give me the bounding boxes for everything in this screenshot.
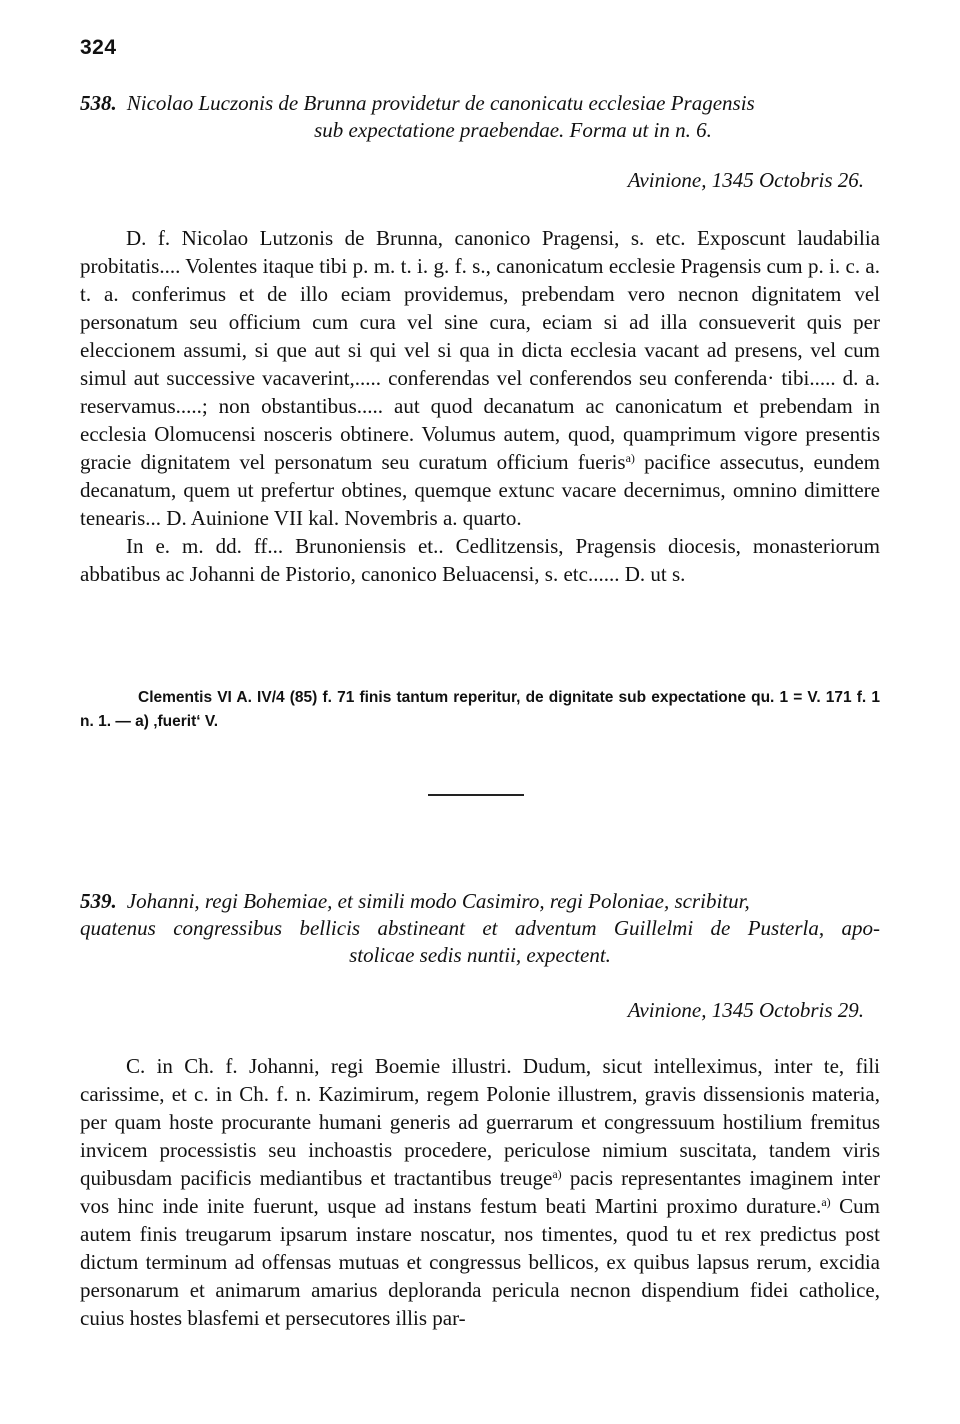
entry-538-paragraph-1 bbox=[80, 224, 880, 532]
entry-539-regest bbox=[80, 888, 880, 969]
entry-538-body bbox=[80, 224, 880, 588]
entry-539-dateline: Avinione, 1345 Octobris 29. bbox=[627, 998, 864, 1022]
entry-538-dateline: Avinione, 1345 Octobris 26. bbox=[627, 168, 864, 192]
entry-538-regest bbox=[80, 90, 880, 144]
entry-539-number: 539. bbox=[80, 889, 117, 913]
entry-539-text-b: pacis representantes imaginem inter vos hinc inde inite fuerunt, usque ad instans festum beati Martini proximo durature. bbox=[80, 1166, 880, 1218]
entry-539-paragraph bbox=[80, 1052, 880, 1332]
footnote-mark: a) bbox=[625, 451, 635, 465]
entry-538-regest-line1: Nicolao Luczonis de Brunna providetur de canonicatu ecclesiae Pragensis bbox=[126, 91, 755, 115]
entry-538-paragraph-2: In e. m. dd. ff... Brunoniensis et.. Cedlitzensis, Pragensis diocesis, monasteriorum abbatibus ac Johanni de Pistorio, canonico Beluacensi, s. etc...... D. ut s. bbox=[80, 534, 880, 586]
entry-538-number: 538. bbox=[80, 91, 117, 115]
entry-538-paragraph-1-text: D. f. Nicolao Lutzonis de Brunna, canonico Pragensi, s. etc. Exposcunt laudabilia probitatis.... Volentes itaque tibi p. m. t. i. g. f. s., canonicatum ecclesie Pragensis cum p. i. c. a. t. a. conferimus et de illo eciam providemus, prebendam vero necnon dignitatem vel personatum seu officium cum cura vel sine cura, eciam si ad illa consueverit quis per eleccionem assumi, si que aut si qui vel si qua in dicta ecclesia vacant ad presens, vel cum simul aut successive vacaverint,..... conferendas vel conferendos seu conferenda· tibi..... d. a. reservamus.....; non obstantibus..... aut quod decanatum ac canonicatum et prebendam in ecclesia Olomucensi nosceris obtinere. Volumus autem, quod, quamprimum vigore presentis gracie dignitatem vel personatum seu curatum officium fueris bbox=[80, 226, 880, 474]
entry-539-regest-line2: quatenus congressibus bellicis abstineant et adventum Guillelmi de Pusterla, apo- bbox=[80, 916, 880, 940]
footnote-mark: a) bbox=[552, 1167, 562, 1181]
footnote-mark: a) bbox=[821, 1195, 831, 1209]
entry-539-text-c: Cum autem finis treugarum ipsarum instare noscatur, nos timentes, quod tu et rex predictus post dictum terminum ad offensas mutuas et congressus bellicos, ex quibus lapsus rerum, excidia personarum et animarum amarius deploranda pericula necnon dispendium fidei catholice, cuius hostes blasfemi et persecutores illis par- bbox=[80, 1194, 880, 1330]
entry-538-paragraph-1-tail: pacifice assecutus, eundem decanatum, quem ut prefertur obtines, quemque extunc vacare decernimus, omnino dimittere tenearis... D. Auinione VII kal. Novembris a. quarto. bbox=[80, 450, 880, 530]
entry-539-text-a: C. in Ch. f. Johanni, regi Boemie illustri. Dudum, sicut intelleximus, inter te, fili carissime, et c. in Ch. f. n. Kazimirum, regem Polonie illustrem, gravis dissensionis materia, per quam hoste procurante humani generis ad guerrarum et congressuum hostilium fremitus invicem processistis seu inchoastis procedere, periculose nimium suscitata, tandem viris quibusdam pacificis mediantibus et tractantibus treuge bbox=[80, 1054, 880, 1190]
entry-539-regest-line1: Johanni, regi Bohemiae, et simili modo Casimiro, regi Poloniae, scribitur, bbox=[126, 889, 750, 913]
page-number: 324 bbox=[80, 36, 117, 59]
entry-539-body bbox=[80, 1052, 880, 1332]
entry-538-apparatus: Clementis VI A. IV/4 (85) f. 71 finis tantum reperitur, de dignitate sub expectatione qu. 1 = V. 171 f. 1 n. 1. — a) ‚fuerit‘ V. bbox=[80, 689, 880, 730]
entry-539-regest-line3: stolicae sedis nuntii, expectent. bbox=[349, 943, 611, 967]
entry-538-regest-line2: sub expectatione praebendae. Forma ut in n. 6. bbox=[314, 118, 712, 142]
section-divider bbox=[428, 794, 524, 796]
